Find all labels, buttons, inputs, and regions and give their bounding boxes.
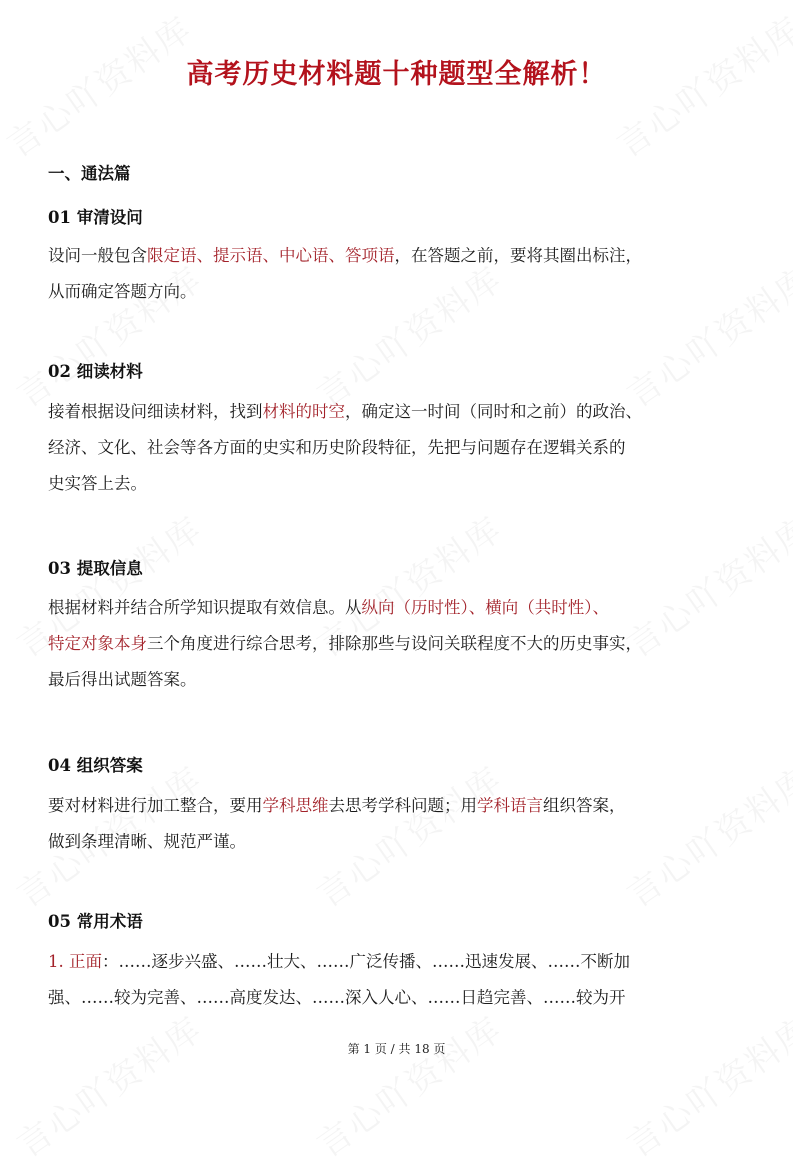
page-number: 第 1 页 / 共 18 页	[347, 1042, 446, 1056]
highlight-text: 纵向（历时性）、横向（共时性）、	[361, 598, 609, 617]
text: 去思考学科问题；用	[328, 796, 477, 815]
section-heading: 一、通法篇	[48, 164, 131, 183]
highlight-text: 材料的时空	[262, 402, 345, 421]
text: ，在答题之前，要将其圈出标注，	[394, 246, 642, 265]
paragraph-03	[48, 590, 748, 698]
text: 史实答上去。	[48, 474, 147, 493]
watermark	[305, 1002, 510, 1166]
watermark	[615, 1002, 793, 1166]
text: ，确定这一时间（同时和之前）的政治、	[345, 402, 642, 421]
page-title: 高考历史材料题十种题型全解析！	[186, 59, 607, 90]
text: 接着根据设问细读材料，找到	[48, 402, 263, 421]
highlight-text: 学科语言	[477, 796, 543, 815]
subsection-heading-02: 02 细读材料	[48, 362, 143, 381]
text: 做到条理清晰、规范严谨。	[48, 832, 246, 851]
text: 要对材料进行加工整合，要用	[48, 796, 263, 815]
paragraph-04	[48, 788, 748, 860]
text: 强、……较为完善、……高度发达、……深入人心、……日趋完善、……较为开	[48, 988, 626, 1007]
text: 最后得出试题答案。	[48, 670, 197, 689]
highlight-text: 限定语、提示语、中心语、答项语	[147, 246, 395, 265]
paragraph-01	[48, 238, 748, 310]
text: ：……逐步兴盛、……壮大、……广泛传播、……迅速发展、……不断加	[102, 952, 630, 971]
text: 三个角度进行综合思考，排除那些与设问关联程度不大的历史事实，	[147, 634, 642, 653]
highlight-text: 1. 正面	[48, 952, 102, 971]
text: 组织答案，	[543, 796, 626, 815]
subsection-heading-01: 01 审清设问	[48, 208, 143, 227]
highlight-text: 特定对象本身	[48, 634, 147, 653]
watermark	[5, 1002, 210, 1166]
subsection-heading-04: 04 组织答案	[48, 756, 143, 775]
subsection-heading-03: 03 提取信息	[48, 559, 143, 578]
subsection-heading-05: 05 常用术语	[48, 912, 143, 931]
text: 经济、文化、社会等各方面的史实和历史阶段特征，先把与问题存在逻辑关系的	[48, 438, 626, 457]
text: 设问一般包含	[48, 246, 147, 265]
text: 从而确定答题方向。	[48, 282, 197, 301]
highlight-text: 学科思维	[262, 796, 329, 815]
text: 根据材料并结合所学知识提取有效信息。从	[48, 598, 362, 617]
paragraph-05	[48, 944, 748, 1016]
paragraph-02	[48, 394, 748, 502]
